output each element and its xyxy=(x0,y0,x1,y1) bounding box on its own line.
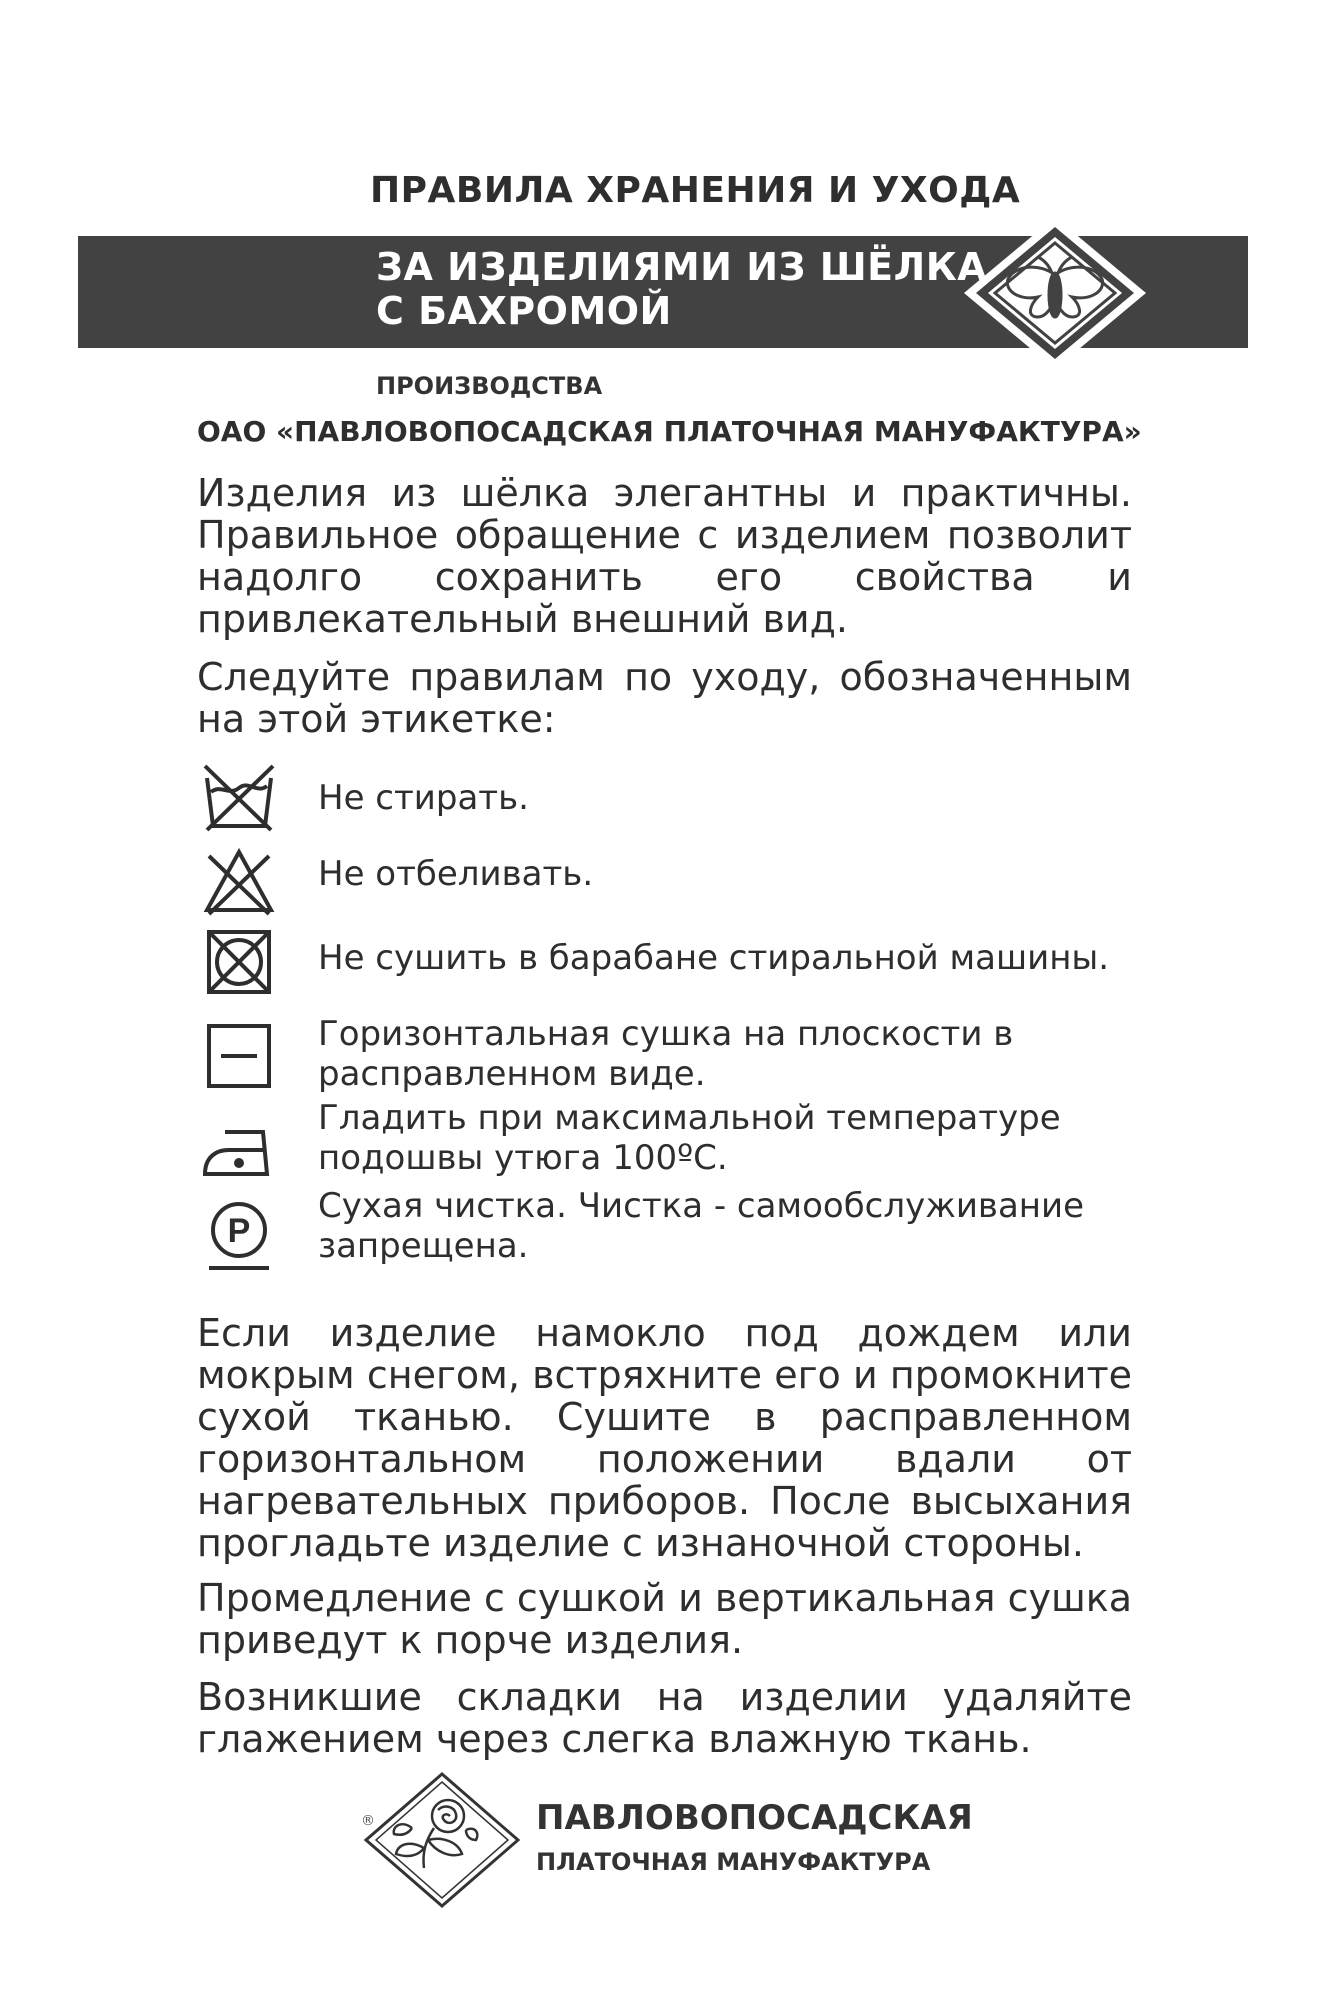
care-text-no-bleach: Не отбеливать. xyxy=(318,854,594,894)
producer-label: ПРОИЗВОДСТВА xyxy=(376,372,603,400)
band-title xyxy=(376,245,987,333)
no-tumble-dry-icon xyxy=(199,922,279,1002)
care-text-no-wash: Не стирать. xyxy=(318,778,529,818)
brand-subtitle: ПЛАТОЧНАЯ МАНУФАКТУРА xyxy=(536,1848,931,1876)
rose-diamond-logo-icon xyxy=(362,1770,522,1910)
svg-text:P: P xyxy=(227,1212,251,1250)
no-bleach-icon xyxy=(199,842,279,922)
dry-clean-p-icon xyxy=(199,1196,279,1276)
band-title-line2: С БАХРОМОЙ xyxy=(376,289,672,333)
no-wash-icon xyxy=(199,756,279,836)
crease-removal-paragraph: Возникшие складки на изделии удаляйте глажением через слегка влажную ткань. xyxy=(197,1675,1132,1761)
drying-warning-paragraph: Промедление с сушкой и вертикальная сушка приведут к порче изделия. xyxy=(197,1576,1132,1662)
care-text-dry-flat: Горизонтальная сушка на плоскости в расправленном виде. xyxy=(318,1014,1014,1094)
dry-flat-icon xyxy=(199,1016,279,1096)
care-text-no-tumble-dry: Не сушить в барабане стиральной машины. xyxy=(318,938,1110,978)
band-title-line1: ЗА ИЗДЕЛИЯМИ ИЗ ШЁЛКА xyxy=(376,245,988,289)
intro-paragraph: Изделия из шёлка элегантны и практичны. Правильное обращение с изделием позволит надолго сохранить его свойства и привлекательный внешний вид. xyxy=(197,471,1132,641)
care-text-dry-clean: Сухая чистка. Чистка - самообслуживание запрещена. xyxy=(318,1186,1085,1266)
label-title: ПРАВИЛА ХРАНЕНИЯ И УХОДА xyxy=(370,170,1021,211)
silk-moth-icon xyxy=(960,213,1150,373)
registered-mark: ® xyxy=(361,1813,375,1829)
care-text-iron: Гладить при максимальной температуре подошвы утюга 100ºС. xyxy=(318,1098,1061,1178)
iron-one-dot-icon xyxy=(199,1108,279,1188)
instruction-paragraph: Следуйте правилам по уходу, обозначенным на этой этикетке: xyxy=(197,655,1132,741)
wet-care-paragraph: Если изделие намокло под дождем или мокрым снегом, встряхните его и промокните сухой тканью. Сушите в расправленном горизонтальном положении вдали от нагревательных приборов. После высыхания прогладьте изделие с изнаночной стороны. xyxy=(197,1311,1132,1565)
brand-name: ПАВЛОВОПОСАДСКАЯ xyxy=(536,1798,973,1838)
company-name: ОАО «ПАВЛОВОПОСАДСКАЯ ПЛАТОЧНАЯ МАНУФАКТУРА» xyxy=(197,415,1142,448)
